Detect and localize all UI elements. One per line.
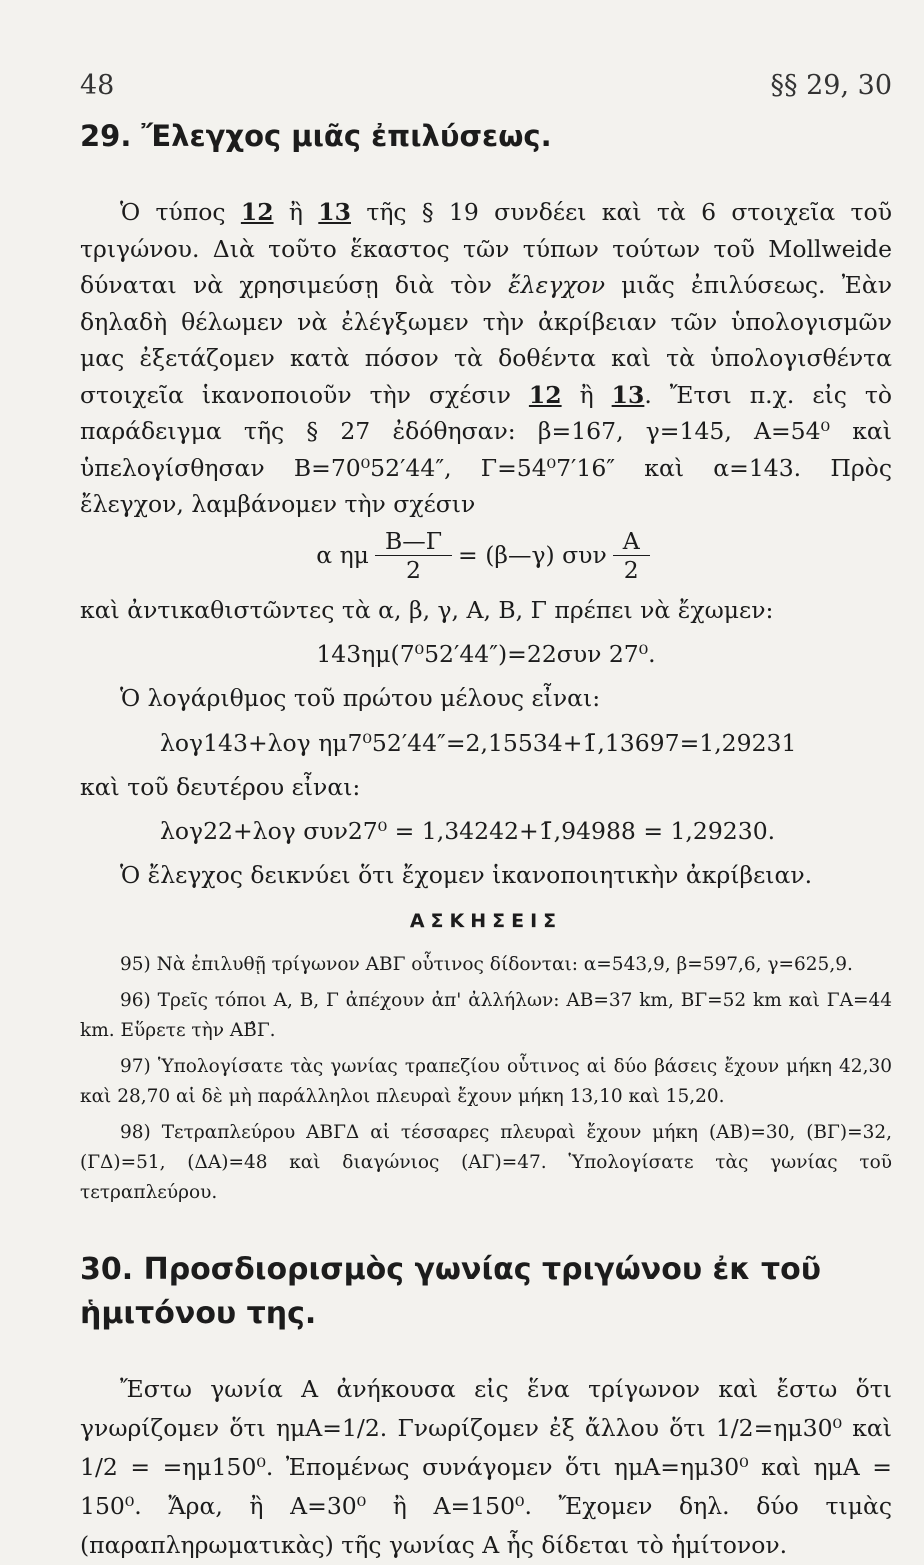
page <box>80 70 892 1565</box>
exercise-97: 97) Ὑπολογίσατε τὰς γωνίας τραπεζίου οὗτινος αἱ δύο βάσεις ἔχουν μήκη 42,30 καὶ 28,70 αἱ δὲ μὴ παράλληλοι πλευραὶ ἔχουν μήκη 13,10 καὶ 15,20. <box>80 1055 892 1107</box>
formula-ref-13: 13 <box>611 380 645 409</box>
formula-log-second: λογ22+λογ συν27⁰ = 1,34242+1̄,94988 = 1,29230. <box>160 817 776 845</box>
fraction-denominator: 2 <box>623 555 639 584</box>
section-30-paragraph-1: Ἔστω γωνία Α ἀνήκουσα εἰς ἕνα τρίγωνον καὶ ἔστω ὅτι γνωρίζομεν ὅτι ημΑ=1/2. Γνωρίζομεν ἐξ ἄλλου ὅτι 1/2=ημ30⁰ καὶ 1/2 = =ημ150⁰. Ἐπομένως συνάγομεν ὅτι ημΑ=ημ30⁰ καὶ ημΑ = 150⁰. Ἄρα, ἢ Α=30⁰ ἢ Α=150⁰. Ἔχομεν δηλ. δύο τιμὰς (παραπληρωματικὰς) τῆς γωνίας Α ἧς δίδεται τὸ ἡμίτονον. <box>80 1374 892 1559</box>
exercise-96: 96) Τρεῖς τόποι Α, Β, Γ ἀπέχουν ἀπ' ἀλλήλων: ΑΒ=37 km, ΒΓ=52 km καὶ ΓΑ=44 km. Εὕρετε τὴν ΑΒ̂Γ. <box>80 989 892 1041</box>
fraction-a-half <box>613 527 650 584</box>
section-29-paragraph-1 <box>80 194 892 523</box>
formula-substituted: 143ημ(7⁰52′44″)=22συν 27⁰. <box>316 640 656 668</box>
text-run: . Ἔτσι π.χ. εἰς τὸ παράδειγμα τῆς § 27 ἐδόθησαν: β=167, γ=145, Α=54⁰ καὶ ὑπελογίσθησαν Β=70⁰52′44″, Γ=54⁰7′16″ καὶ α=143. Πρὸς ἔλεγχον, λαμβάνομεν τὴν σχέσιν <box>80 380 892 518</box>
section-30-body <box>80 1370 892 1565</box>
section-29-paragraph-5: Ὁ ἔλεγχος δεικνύει ὅτι ἔχομεν ἱκανοποιητικὴν ἀκρίβειαν. <box>120 861 813 889</box>
formula-middle: = (β—γ) συν <box>458 541 607 569</box>
section-29-paragraph-2: καὶ ἀντικαθιστῶντες τὰ α, β, γ, Α, Β, Γ πρέπει νὰ ἔχωμεν: <box>80 595 774 624</box>
exercise-98: 98) Τετραπλεύρου ΑΒΓΔ αἱ τέσσαρες πλευραὶ ἔχουν μήκη (ΑΒ)=30, (ΒΓ)=32, (ΓΔ)=51, (ΔΑ)=48 καὶ διαγώνιος (ΑΓ)=47. Ὑπολογίσατε τὰς γωνίας τοῦ τετραπλεύρου. <box>80 1121 892 1203</box>
fraction-numerator: Β—Γ <box>375 527 452 556</box>
text-run: Ὁ τύπος <box>120 198 241 226</box>
text-run: μιᾶς ἐπιλύσεως. Ἐὰν δηλαδὴ θέλωμεν νὰ ἐλέγξωμεν τὴν ἀκρίβειαν τῶν ὑπολογισμῶν μας ἐξετάζομεν κατὰ πόσον τὰ δοθέντα καὶ τὰ ὑπολογισθέντα στοιχεῖα ἱκανοποιοῦν τὴν σχέσιν <box>80 271 892 409</box>
exercises-list <box>80 950 892 1208</box>
page-header <box>80 70 892 116</box>
text-run: τῆς § 19 συνδέει καὶ τὰ 6 στοιχεῖα τοῦ τριγώνου. Διὰ τοῦτο ἕκαστος τῶν τύπων τούτων τοῦ Mollweide δύναται νὰ χρησιμεύσῃ διὰ τὸν <box>80 198 892 299</box>
emphasis-elenchon: ἔλεγχον <box>508 271 605 299</box>
text-run: ἢ <box>273 198 319 226</box>
mollweide-formula <box>80 527 892 584</box>
exercise-95: 95) Νὰ ἐπιλυθῇ τρίγωνον ΑΒΓ οὗτινος δίδονται: α=543,9, β=597,6, γ=625,9. <box>120 953 853 975</box>
fraction-denominator: 2 <box>406 555 421 584</box>
section-reference: §§ 29, 30 <box>770 70 892 101</box>
page-number: 48 <box>80 70 115 101</box>
section-29-title: 29. Ἔλεγχος μιᾶς ἐπιλύσεως. <box>80 119 552 153</box>
section-29-paragraph-4: καὶ τοῦ δευτέρου εἶναι: <box>80 772 361 801</box>
formula-ref-12: 12 <box>528 380 562 409</box>
text-run: ἢ <box>561 380 612 409</box>
formula-ref-13: 13 <box>318 198 351 226</box>
section-30-title: 30. Προσδιορισμὸς γωνίας τριγώνου ἐκ τοῦ ἡμιτόνου της. <box>80 1251 822 1331</box>
formula-ref-12: 12 <box>240 198 274 226</box>
exercises-title: ΑΣΚΗΣΕΙΣ <box>409 909 563 932</box>
formula-log-first: λογ143+λογ ημ7⁰52′44″=2,15534+1̄,13697=1,29231 <box>160 728 797 757</box>
fraction-b-minus-g <box>375 527 452 584</box>
fraction-numerator: Α <box>613 527 650 556</box>
section-29-paragraph-3: Ὁ λογάριθμος τοῦ πρώτου μέλους εἶναι: <box>120 684 601 712</box>
formula-lhs: α ημ <box>316 541 369 569</box>
